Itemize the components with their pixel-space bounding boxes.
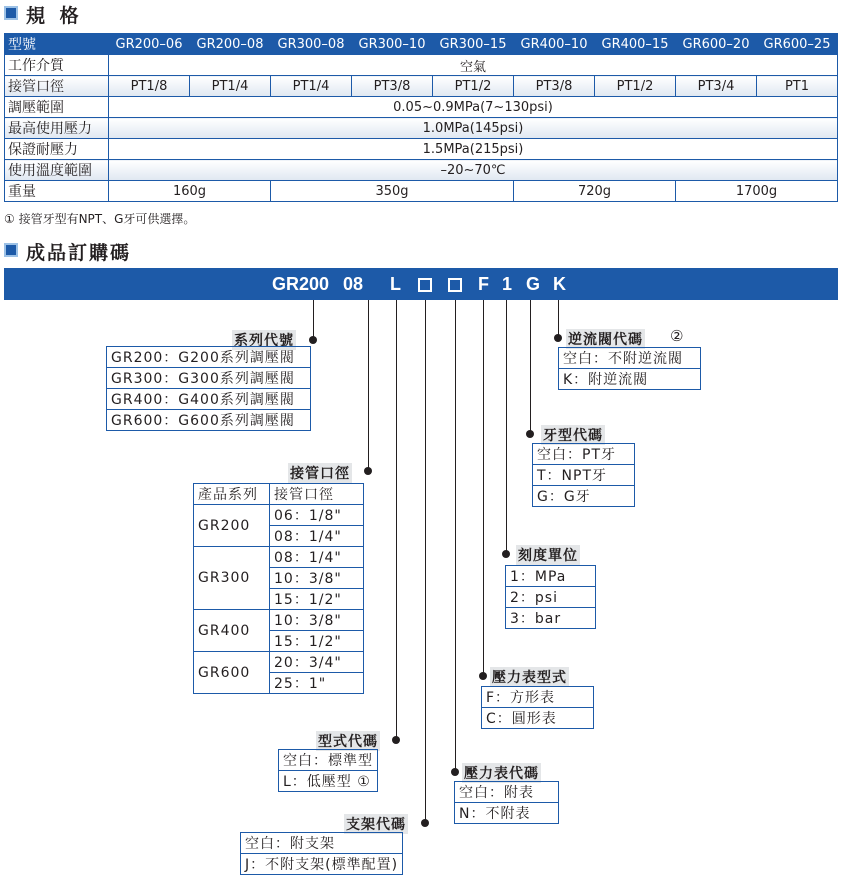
gauge-code-table xyxy=(454,781,559,824)
port-size-col-size: 接管口徑 xyxy=(270,484,364,505)
section-icon xyxy=(4,243,18,257)
port-group-series: GR600 xyxy=(194,652,270,694)
scale-option: 1：MPa xyxy=(506,566,596,587)
spec-row-proof-pressure xyxy=(5,139,838,160)
section-icon xyxy=(4,6,18,20)
row-value: 空氣 xyxy=(109,55,838,76)
connector-dot xyxy=(364,467,372,475)
port-cell: PT1 xyxy=(757,76,838,97)
model-cell: GR400–15 xyxy=(595,34,676,55)
connector-dot xyxy=(421,819,429,827)
port-cell: PT1/4 xyxy=(271,76,352,97)
spec-row-medium xyxy=(5,55,838,76)
gauge-type-option: F：方形表 xyxy=(482,687,594,708)
code-type: L xyxy=(390,274,401,294)
row-value: –20~70℃ xyxy=(109,160,838,181)
weight-cell: 160g xyxy=(109,181,271,202)
bracket-code-table xyxy=(240,832,403,875)
port-size-option: 10：3/8" xyxy=(270,610,364,631)
scale-unit-table xyxy=(505,565,596,629)
code-check: K xyxy=(553,274,566,294)
check-valve-label: 逆流閥代碼 xyxy=(566,329,645,349)
code-size: 08 xyxy=(343,274,364,294)
spec-header-label: 型號 xyxy=(5,34,109,55)
connector-line xyxy=(506,300,507,554)
port-size-option: 25：1" xyxy=(270,673,364,694)
gauge-option: N：不附表 xyxy=(455,803,559,824)
port-size-col-series: 產品系列 xyxy=(194,484,270,505)
connector-line xyxy=(530,300,531,434)
connector-line xyxy=(483,300,484,676)
type-code-label: 型式代碼 xyxy=(316,731,380,751)
scale-unit-label: 刻度單位 xyxy=(516,545,580,565)
model-cell: GR600–20 xyxy=(676,34,757,55)
row-label: 接管口徑 xyxy=(5,76,109,97)
check-valve-option: K：附逆流閥 xyxy=(559,369,701,390)
connector-dot xyxy=(502,550,510,558)
port-group-series: GR300 xyxy=(194,547,270,610)
series-option: GR600：G600系列調壓閥 xyxy=(107,410,311,431)
port-group-series: GR200 xyxy=(194,505,270,547)
gauge-type-table xyxy=(481,686,594,729)
type-option: L：低壓型 ① xyxy=(279,771,378,792)
connector-line xyxy=(368,300,369,471)
thread-code-label: 牙型代碼 xyxy=(541,425,605,445)
port-group-series: GR400 xyxy=(194,610,270,652)
weight-cell: 1700g xyxy=(676,181,838,202)
connector-dot xyxy=(526,430,534,438)
port-cell: PT3/8 xyxy=(352,76,433,97)
row-label: 調壓範圍 xyxy=(5,97,109,118)
thread-code-table xyxy=(532,443,635,507)
connector-dot xyxy=(451,768,459,776)
port-size-table xyxy=(193,483,364,694)
port-cell: PT3/8 xyxy=(514,76,595,97)
port-size-option: 08：1/4" xyxy=(270,547,364,568)
code-series: GR200 xyxy=(272,274,330,294)
connector-line xyxy=(558,300,559,338)
weight-cell: 350g xyxy=(271,181,514,202)
code-gauge-type: F xyxy=(478,274,489,294)
model-cell: GR600–25 xyxy=(757,34,838,55)
row-label: 工作介質 xyxy=(5,55,109,76)
port-size-option: 08：1/4" xyxy=(270,526,364,547)
row-label: 重量 xyxy=(5,181,109,202)
port-size-option: 15：1/2" xyxy=(270,589,364,610)
order-section-title: 成品訂購碼 xyxy=(26,242,132,264)
series-code-table xyxy=(106,346,311,431)
port-size-option: 06：1/8" xyxy=(270,505,364,526)
weight-cell: 720g xyxy=(514,181,676,202)
series-option: GR300：G300系列調壓閥 xyxy=(107,368,311,389)
port-cell: PT3/4 xyxy=(676,76,757,97)
port-cell: PT1/2 xyxy=(433,76,514,97)
model-cell: GR200–06 xyxy=(109,34,190,55)
spec-note: ① 接管牙型有NPT、G牙可供選擇。 xyxy=(4,212,196,226)
scale-option: 3：bar xyxy=(506,608,596,629)
check-valve-marker: ② xyxy=(670,327,684,345)
model-cell: GR400–10 xyxy=(514,34,595,55)
connector-dot xyxy=(309,336,317,344)
connector-dot xyxy=(554,334,562,342)
port-cell: PT1/4 xyxy=(190,76,271,97)
thread-option: 空白：PT牙 xyxy=(533,444,635,465)
thread-option: G：G牙 xyxy=(533,486,635,507)
spec-table xyxy=(4,33,838,202)
port-cell: PT1/2 xyxy=(595,76,676,97)
row-label: 最高使用壓力 xyxy=(5,118,109,139)
gauge-code-label: 壓力表代碼 xyxy=(462,763,541,783)
port-size-option: 10：3/8" xyxy=(270,568,364,589)
model-cell: GR300–15 xyxy=(433,34,514,55)
code-unit: 1 xyxy=(502,274,513,294)
model-cell: GR300–08 xyxy=(271,34,352,55)
series-option: GR400：G400系列調壓閥 xyxy=(107,389,311,410)
spec-row-max-pressure xyxy=(5,118,838,139)
connector-line xyxy=(396,300,397,740)
series-code-label: 系列代號 xyxy=(232,330,296,350)
bracket-option: 空白：附支架 xyxy=(241,833,403,854)
connector-line xyxy=(425,300,426,823)
code-thread: G xyxy=(526,274,541,294)
bracket-code-label: 支架代碼 xyxy=(344,814,408,834)
series-option: GR200：G200系列調壓閥 xyxy=(107,347,311,368)
spec-section-title: 規 格 xyxy=(26,5,83,27)
gauge-option: 空白：附表 xyxy=(455,782,559,803)
gauge-type-option: C：圓形表 xyxy=(482,708,594,729)
port-cell: PT1/8 xyxy=(109,76,190,97)
spec-row-port xyxy=(5,76,838,97)
model-cell: GR200–08 xyxy=(190,34,271,55)
code-gauge-box xyxy=(448,278,462,292)
code-bracket-box xyxy=(418,278,432,292)
type-code-table xyxy=(278,749,378,792)
scale-option: 2：psi xyxy=(506,587,596,608)
spec-row-range xyxy=(5,97,838,118)
check-valve-table xyxy=(558,347,701,390)
gauge-type-label: 壓力表型式 xyxy=(490,667,569,687)
thread-option: T：NPT牙 xyxy=(533,465,635,486)
port-size-option: 15：1/2" xyxy=(270,631,364,652)
spec-row-temperature xyxy=(5,160,838,181)
connector-line xyxy=(455,300,456,772)
row-label: 使用溫度範圍 xyxy=(5,160,109,181)
row-value: 0.05~0.9MPa(7~130psi) xyxy=(109,97,838,118)
connector-dot xyxy=(479,672,487,680)
spec-header-row xyxy=(5,34,838,55)
port-size-option: 20：3/4" xyxy=(270,652,364,673)
bracket-option: J：不附支架(標準配置) xyxy=(241,854,403,875)
check-valve-option: 空白：不附逆流閥 xyxy=(559,348,701,369)
spec-row-weight xyxy=(5,181,838,202)
row-value: 1.0MPa(145psi) xyxy=(109,118,838,139)
row-label: 保證耐壓力 xyxy=(5,139,109,160)
connector-line xyxy=(313,300,314,340)
connector-dot xyxy=(392,736,400,744)
port-size-label: 接管口徑 xyxy=(288,463,352,483)
model-cell: GR300–10 xyxy=(352,34,433,55)
row-value: 1.5MPa(215psi) xyxy=(109,139,838,160)
type-option: 空白：標準型 xyxy=(279,750,378,771)
